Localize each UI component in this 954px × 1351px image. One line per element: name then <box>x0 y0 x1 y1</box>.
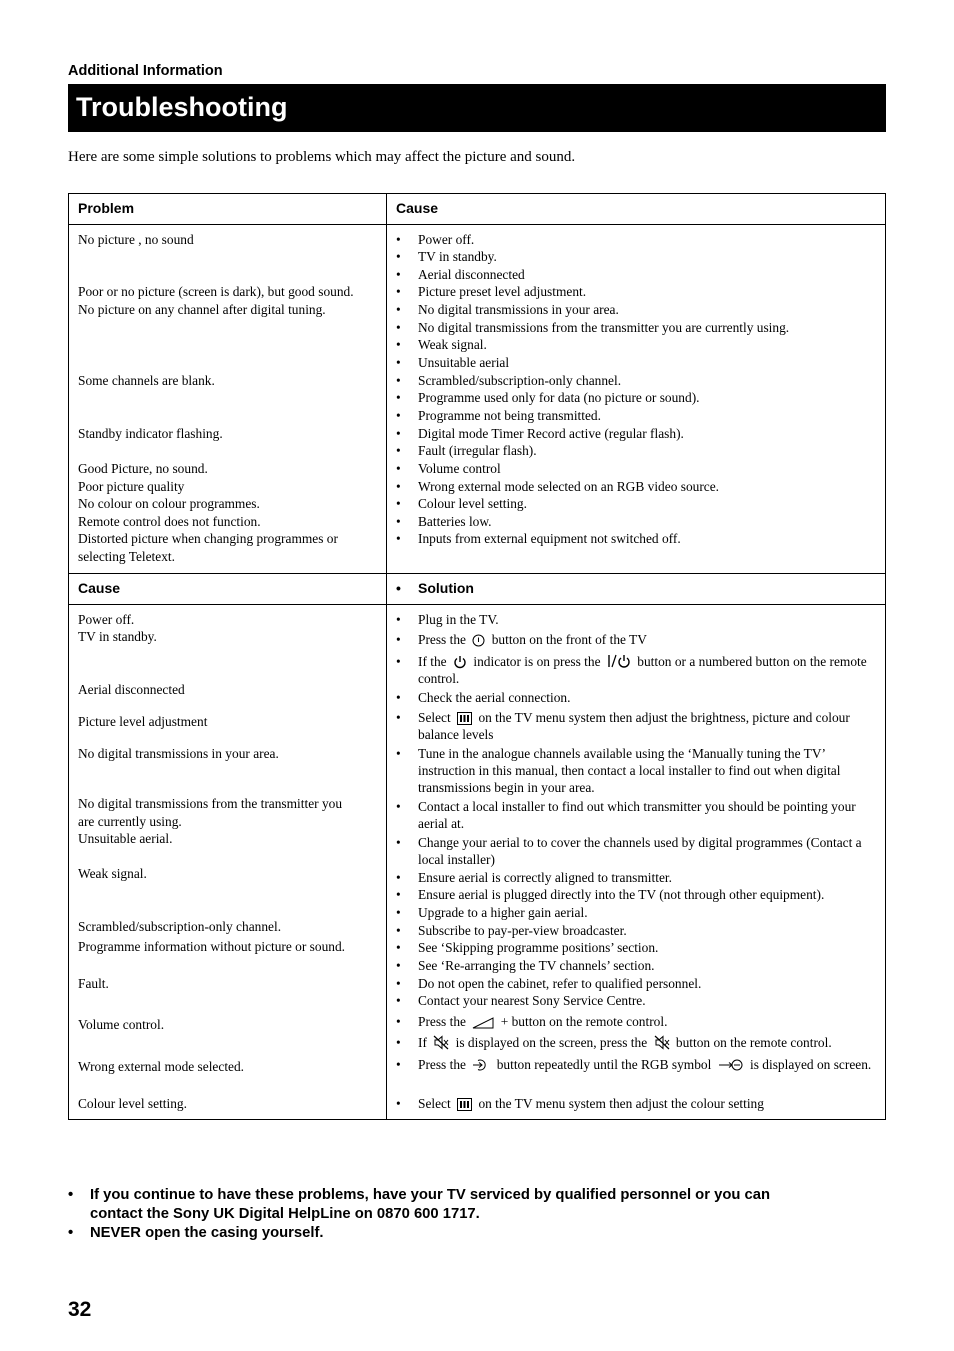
page-title: Troubleshooting <box>76 92 288 122</box>
mute-icon <box>654 1035 670 1050</box>
note-item: • If you continue to have these problems, have your TV serviced by qualified personnel or you can contact the Sony UK Digital HelpLine on 0870 600 1717. <box>68 1187 770 1222</box>
problem-item: No colour on colour programmes. <box>78 496 260 511</box>
cause-item: • Inputs from external equipment not switched off. <box>396 531 681 546</box>
cause-item: • Batteries low. <box>396 514 492 529</box>
cause-item: • Fault (irregular flash). <box>396 443 537 458</box>
solution-item: • Tune in the analogue channels available using the ‘Manually tuning the TV’ instruction in this manual, then contact a local installer to find out when digital transmissions begin in your area. <box>396 746 841 795</box>
solution-item: • Press the + button on the remote control. <box>396 1014 668 1029</box>
cause-item: • Unsuitable aerial <box>396 355 510 370</box>
solution-item: • If is displayed on the screen, press the button on the remote control. <box>396 1035 832 1050</box>
cause-item: • Power off. <box>396 232 475 247</box>
table-header <box>69 574 885 605</box>
cause-item: Wrong external mode selected. <box>78 1059 245 1074</box>
problem-column <box>69 225 387 574</box>
header-problem: Problem <box>69 194 387 224</box>
solution-item: • See ‘Re-arranging the TV channels’ section. <box>396 958 655 973</box>
solution-item: • Ensure aerial is correctly aligned to transmitter. <box>396 870 672 885</box>
menu-icon <box>457 1098 472 1111</box>
cause-item: • Weak signal. <box>396 337 487 352</box>
cause-item: Aerial disconnected <box>78 682 185 697</box>
cause-item: Fault. <box>78 976 109 991</box>
solution-item: • Plug in the TV. <box>396 612 499 627</box>
menu-icon <box>457 712 472 725</box>
cause-item: No digital transmissions from the transmitter you <box>78 796 343 811</box>
problem-item: Poor picture quality <box>78 479 185 494</box>
cause-item: • Aerial disconnected <box>396 267 525 282</box>
title-bar <box>68 84 886 132</box>
power-button-icon <box>472 634 485 647</box>
cause-item: • Programme not being transmitted. <box>396 408 601 423</box>
cause-item: Picture level adjustment <box>78 714 208 729</box>
problem-item: selecting Teletext. <box>78 549 175 564</box>
cause-item: • No digital transmissions in your area. <box>396 302 619 317</box>
header-cause: Cause <box>396 200 439 216</box>
solution-item: • Check the aerial connection. <box>396 690 571 705</box>
solution-item: • See ‘Skipping programme positions’ section. <box>396 940 659 955</box>
problem-item: Good Picture, no sound. <box>78 461 208 476</box>
solution-item: • Contact your nearest Sony Service Centre. <box>396 993 646 1008</box>
cause-item: TV in standby. <box>78 629 157 644</box>
rgb-symbol-icon <box>718 1058 744 1072</box>
solution-column <box>387 605 885 1120</box>
table-header <box>69 194 885 225</box>
problem-item: Some channels are blank. <box>78 373 215 388</box>
cause-item: • Programme used only for data (no picture or sound). <box>396 390 700 405</box>
notes <box>68 1186 790 1243</box>
cause-item: Power off. <box>78 612 135 627</box>
cause-item: Volume control. <box>78 1017 165 1032</box>
note-item: • NEVER open the casing yourself. <box>68 1225 324 1241</box>
volume-icon <box>472 1017 494 1029</box>
solution-item: • Press the button repeatedly until the RGB symbol is displayed on screen. <box>396 1057 872 1072</box>
cause-item: • Volume control <box>396 461 501 476</box>
solution-item: • Select on the TV menu system then adjust the colour setting <box>396 1096 764 1111</box>
problem-item: No picture , no sound <box>78 232 194 247</box>
solution-item: • Do not open the cabinet, refer to qualified personnel. <box>396 976 702 991</box>
solution-item: • Change your aerial to to cover the channels used by digital programmes (Contact a local installer) <box>396 835 862 867</box>
cause-column <box>387 225 885 574</box>
cause-item: • Wrong external mode selected on an RGB video source. <box>396 479 720 494</box>
problem-item: Standby indicator flashing. <box>78 426 223 441</box>
cause-item: Scrambled/subscription-only channel. <box>78 919 282 934</box>
cause-item: • Colour level setting. <box>396 496 527 511</box>
solution-item: • If the indicator is on press the button or a numbered button on the remote control. <box>396 654 867 686</box>
cause-item: • No digital transmissions from the transmitter you are currently using. <box>396 320 790 335</box>
problem-item: No picture on any channel after digital tuning. <box>78 302 326 317</box>
cause-item: Colour level setting. <box>78 1096 187 1111</box>
section-label: Additional Information <box>68 63 223 79</box>
intro-text: Here are some simple solutions to problems which may affect the picture and sound. <box>68 149 576 165</box>
cause-item: • TV in standby. <box>396 249 497 264</box>
mute-icon <box>433 1035 449 1050</box>
cause-item: • Picture preset level adjustment. <box>396 284 587 299</box>
page-number: 32 <box>68 1298 92 1321</box>
header-cause: Cause <box>69 574 387 604</box>
problem-item: Distorted picture when changing programmes or <box>78 531 338 546</box>
solution-item: • Contact a local installer to find out which transmitter you should be pointing your aerial at. <box>396 799 856 831</box>
solution-item: • Ensure aerial is plugged directly into the TV (not through other equipment). <box>396 887 825 902</box>
solution-item: • Subscribe to pay-per-view broadcaster. <box>396 923 627 938</box>
cause-item: Unsuitable aerial. <box>78 831 173 846</box>
cause-item: • Scrambled/subscription-only channel. <box>396 373 622 388</box>
cause-item: • Digital mode Timer Record active (regular flash). <box>396 426 684 441</box>
cause-item: No digital transmissions in your area. <box>78 746 279 761</box>
cause-item: Programme information without picture or sound. <box>78 939 346 954</box>
standby-switch-icon <box>607 653 631 669</box>
problem-item: Poor or no picture (screen is dark), but good sound. <box>78 284 354 299</box>
standby-indicator-icon <box>453 655 467 669</box>
cause-column <box>69 605 387 1120</box>
input-select-icon <box>472 1058 490 1072</box>
solution-item: • Upgrade to a higher gain aerial. <box>396 905 588 920</box>
problem-item: Remote control does not function. <box>78 514 261 529</box>
solution-item: • Select on the TV menu system then adjust the brightness, picture and colour balance levels <box>396 710 850 742</box>
header-solution: • Solution <box>396 580 474 596</box>
cause-solution-table <box>68 573 886 1120</box>
problem-cause-table <box>68 193 886 574</box>
solution-item: • Press the button on the front of the TV <box>396 632 647 647</box>
cause-item: Weak signal. <box>78 866 147 881</box>
cause-item: are currently using. <box>78 814 182 829</box>
